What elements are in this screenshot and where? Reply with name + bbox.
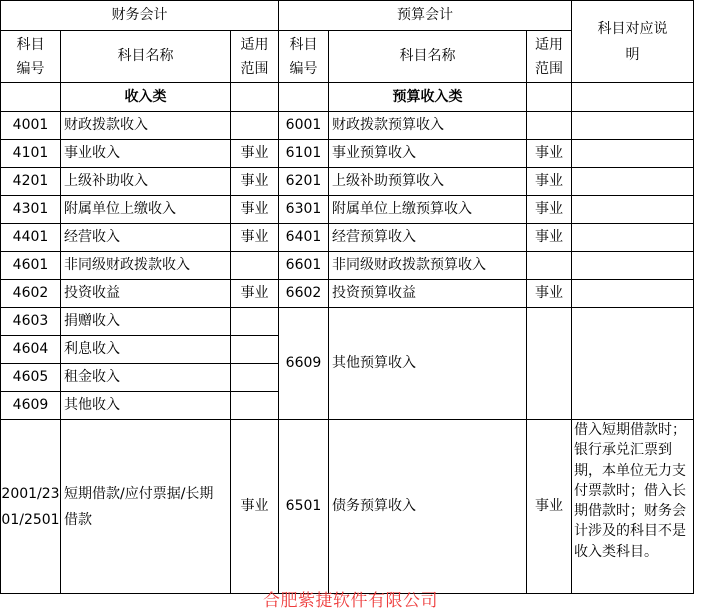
b-scope-cell-merged	[527, 308, 572, 420]
b-name-cell: 附属单位上缴预算收入	[329, 196, 527, 224]
f-code-cell: 4101	[1, 140, 61, 168]
b-code-cell: 6201	[279, 168, 329, 196]
f-code-cell: 4001	[1, 112, 61, 140]
b-scope-cell	[527, 112, 572, 140]
f-scope-cell: 事业	[231, 280, 279, 308]
f-code-cell: 4301	[1, 196, 61, 224]
f-name-cell: 其他收入	[61, 392, 231, 420]
b-scope-cell: 事业	[527, 420, 572, 594]
section-row	[1, 83, 694, 112]
b-scope-cell	[527, 252, 572, 280]
watermark-text: 合肥紫捷软件有限公司	[263, 591, 438, 611]
table-row	[1, 224, 694, 252]
f-code-header: 科目编号	[1, 31, 61, 83]
b-name-cell: 投资预算收益	[329, 280, 527, 308]
b-name-cell: 经营预算收入	[329, 224, 527, 252]
f-name-cell: 短期借款/应付票据/长期借款	[61, 420, 231, 594]
f-scope-cell: 事业	[231, 140, 279, 168]
b-name-cell-merged: 其他预算收入	[329, 308, 527, 420]
f-name-cell: 财政拨款收入	[61, 112, 231, 140]
b-code-header: 科目编号	[279, 31, 329, 83]
b-name-cell: 债务预算收入	[329, 420, 527, 594]
table-row	[1, 280, 694, 308]
f-code-cell: 4601	[1, 252, 61, 280]
note-cell: 借入短期借款时；银行承兑汇票到期，本单位无力支付票款时；借入长期借款时；财务会计涉及的科目不是收入类科目。	[572, 420, 694, 594]
table-row	[1, 168, 694, 196]
f-code-cell: 4604	[1, 336, 61, 364]
blank-cell	[279, 83, 329, 112]
f-code-cell: 4201	[1, 168, 61, 196]
f-code-cell: 4401	[1, 224, 61, 252]
blank-cell	[572, 83, 694, 112]
b-name-cell: 财政拨款预算收入	[329, 112, 527, 140]
financial-section-label: 收入类	[61, 83, 231, 112]
note-cell	[572, 112, 694, 140]
blank-cell	[1, 83, 61, 112]
f-name-cell: 捐赠收入	[61, 308, 231, 336]
f-name-cell: 附属单位上缴收入	[61, 196, 231, 224]
blank-cell	[231, 83, 279, 112]
b-scope-cell: 事业	[527, 224, 572, 252]
note-cell-merged	[572, 308, 694, 420]
budget-section-label: 预算收入类	[329, 83, 527, 112]
table-row	[1, 420, 694, 594]
b-code-cell: 6301	[279, 196, 329, 224]
b-name-cell: 非同级财政拨款预算收入	[329, 252, 527, 280]
f-scope-cell	[231, 392, 279, 420]
f-code-cell: 4602	[1, 280, 61, 308]
b-code-cell: 6001	[279, 112, 329, 140]
f-name-header: 科目名称	[61, 31, 231, 83]
table-row	[1, 112, 694, 140]
b-code-cell: 6602	[279, 280, 329, 308]
f-scope-cell	[231, 308, 279, 336]
blank-cell	[527, 83, 572, 112]
note-cell	[572, 140, 694, 168]
table-row	[1, 196, 694, 224]
b-code-cell: 6501	[279, 420, 329, 594]
note-cell	[572, 224, 694, 252]
f-scope-cell: 事业	[231, 168, 279, 196]
f-scope-cell: 事业	[231, 420, 279, 594]
b-name-cell: 事业预算收入	[329, 140, 527, 168]
b-code-cell-merged: 6609	[279, 308, 329, 420]
note-cell	[572, 196, 694, 224]
f-name-cell: 事业收入	[61, 140, 231, 168]
b-name-header: 科目名称	[329, 31, 527, 83]
f-scope-header: 适用范围	[231, 31, 279, 83]
f-name-cell: 非同级财政拨款收入	[61, 252, 231, 280]
f-scope-cell: 事业	[231, 224, 279, 252]
financial-accounting-header: 财务会计	[1, 1, 279, 31]
table-row	[1, 252, 694, 280]
f-scope-cell	[231, 112, 279, 140]
f-code-cell: 4609	[1, 392, 61, 420]
b-code-cell: 6401	[279, 224, 329, 252]
f-code-cell: 4605	[1, 364, 61, 392]
note-cell	[572, 252, 694, 280]
note-cell	[572, 280, 694, 308]
f-scope-cell	[231, 336, 279, 364]
f-name-cell: 投资收益	[61, 280, 231, 308]
b-scope-header: 适用范围	[527, 31, 572, 83]
b-code-cell: 6601	[279, 252, 329, 280]
header-row-1	[1, 1, 694, 31]
budget-accounting-header: 预算会计	[279, 1, 572, 31]
note-cell	[572, 168, 694, 196]
f-name-cell: 上级补助收入	[61, 168, 231, 196]
b-scope-cell: 事业	[527, 140, 572, 168]
f-scope-cell	[231, 252, 279, 280]
mapping-note-header: 科目对应说明	[572, 1, 694, 83]
f-scope-cell	[231, 364, 279, 392]
f-name-cell: 利息收入	[61, 336, 231, 364]
f-scope-cell: 事业	[231, 196, 279, 224]
table-row	[1, 140, 694, 168]
b-code-cell: 6101	[279, 140, 329, 168]
b-name-cell: 上级补助预算收入	[329, 168, 527, 196]
f-name-cell: 经营收入	[61, 224, 231, 252]
f-code-cell: 2001/2301/2501	[1, 420, 61, 594]
f-code-cell: 4603	[1, 308, 61, 336]
table-row	[1, 308, 694, 336]
b-scope-cell: 事业	[527, 168, 572, 196]
b-scope-cell: 事业	[527, 196, 572, 224]
b-scope-cell: 事业	[527, 280, 572, 308]
f-name-cell: 租金收入	[61, 364, 231, 392]
